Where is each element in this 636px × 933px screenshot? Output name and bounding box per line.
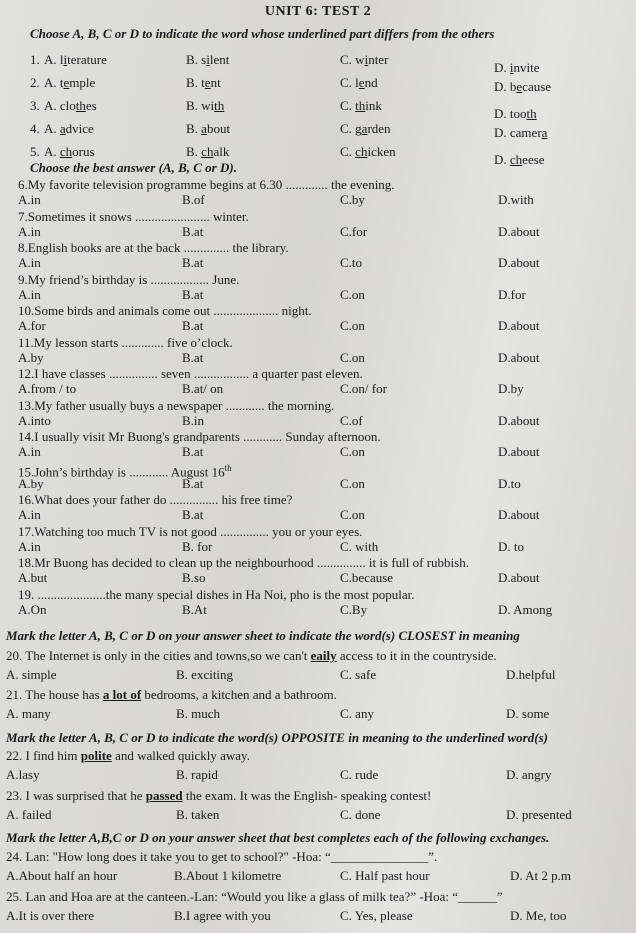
answer-option-a — [44, 75, 95, 90]
word-part: cause — [522, 79, 552, 94]
word-part: orus — [72, 144, 95, 159]
question-text — [18, 240, 289, 255]
answer-option-b: B.in — [182, 413, 205, 428]
option-letter: A. — [44, 144, 60, 159]
word-part: w — [355, 52, 365, 67]
answer-option-d — [494, 60, 540, 75]
answer-option-b: B.at — [182, 444, 204, 459]
word-part: camer — [509, 125, 542, 140]
answer-option-d — [494, 106, 537, 121]
answer-option-b: B.at — [182, 287, 204, 302]
underlined-part: ch — [355, 144, 368, 159]
underlined-part: th — [214, 98, 225, 113]
question-text — [18, 272, 239, 287]
answer-option-b: B.At — [182, 602, 207, 617]
answer-option-c: C.on — [340, 287, 365, 302]
underlined-word: a lot of — [102, 687, 142, 702]
answer-option-a: A.in — [18, 444, 41, 459]
question-stem: and walked quickly away. — [111, 748, 250, 763]
word-part: clo — [59, 98, 76, 113]
question-stem: the exam. It was the English- speaking contest! — [182, 788, 432, 803]
answer-option-b: B. rapid — [176, 767, 218, 782]
answer-option-b: B.at — [182, 350, 204, 365]
answer-option-b — [186, 75, 221, 90]
answer-option-c: C. done — [340, 807, 381, 822]
answer-option-a: A.in — [18, 224, 41, 239]
underlined-part: e — [358, 75, 365, 90]
answer-option-d: D.with — [498, 192, 534, 207]
page-title: UNIT 6: TEST 2 — [264, 4, 372, 19]
question-stem: 10.Some birds and animals come out .................... night. — [18, 303, 312, 318]
underlined-part: ch — [201, 144, 214, 159]
answer-option-a: A.into — [18, 413, 51, 428]
option-letter: B. — [186, 98, 202, 113]
answer-option-c: C.to — [340, 255, 363, 270]
answer-option-c: C.on — [340, 476, 365, 491]
word-part: alk — [213, 144, 230, 159]
question-stem: 12.I have classes ............... seven ................. a quarter past eleven. — [18, 366, 363, 381]
word-part: dvice — [65, 121, 94, 136]
underlined-word: passed — [145, 788, 183, 803]
answer-option-c: C. with — [340, 539, 379, 554]
answer-option-b: B.at/ on — [182, 381, 224, 396]
answer-option-c — [340, 121, 391, 136]
word-part: l — [355, 75, 359, 90]
question-text — [18, 335, 233, 350]
option-letter: D. — [494, 106, 510, 121]
word-part: g — [355, 121, 362, 136]
answer-option-a: A.in — [18, 539, 41, 554]
section1-instruction: Choose A, B, C or D to indicate the word whose underlined part differs from the others — [30, 26, 495, 41]
option-letter: B. — [186, 121, 202, 136]
underlined-part: i — [206, 52, 210, 67]
answer-option-a: A.for — [18, 318, 46, 333]
answer-option-a: A.from / to — [18, 381, 77, 396]
answer-option-b: B.so — [182, 570, 206, 585]
option-letter: B. — [186, 144, 202, 159]
question-stem: access to it in the countryside. — [336, 648, 497, 663]
option-letter: C. — [340, 98, 356, 113]
answer-option-a — [44, 144, 95, 159]
option-letter: A. — [44, 52, 60, 67]
underlined-part: i — [509, 60, 514, 75]
answer-option-c: C.on — [340, 350, 365, 365]
word-part: t — [59, 75, 64, 90]
answer-option-c: C. Yes, please — [340, 908, 413, 923]
question-number: 3. — [30, 98, 40, 113]
answer-option-d — [494, 125, 547, 140]
option-letter: D. — [494, 60, 510, 75]
word-part: es — [85, 98, 97, 113]
underlined-part: a — [541, 125, 548, 140]
question-text — [18, 492, 292, 507]
answer-option-d: D.about — [498, 318, 540, 333]
answer-option-a: A.in — [18, 255, 41, 270]
underlined-part: a — [59, 121, 66, 136]
answer-option-a: A.by — [18, 350, 44, 365]
word-part: too — [509, 106, 527, 121]
question-stem: 17.Watching too much TV is not good ............... you or your eyes. — [18, 524, 363, 539]
word-part: l — [59, 52, 64, 67]
answer-option-b: B.at — [182, 255, 204, 270]
section4-instruction: Mark the letter A, B, C or D to indicate the word(s) OPPOSITE in meaning to the underlined word(s) — [6, 730, 548, 745]
underlined-part: i — [364, 52, 369, 67]
question-text — [18, 429, 381, 444]
answer-option-c: C.on — [340, 444, 365, 459]
answer-option-d: D.to — [498, 476, 521, 491]
answer-option-c: C. rude — [340, 767, 379, 782]
answer-option-c — [340, 144, 396, 159]
answer-option-d — [494, 152, 545, 167]
answer-option-a: A.in — [18, 507, 41, 522]
question-stem: 6.My favorite television programme begins at 6.30 ............. the evening. — [18, 177, 395, 192]
answer-option-c: C. Half past hour — [340, 868, 430, 883]
question-stem: 8.English books are at the back .............. the library. — [18, 240, 289, 255]
question-text — [18, 366, 363, 381]
answer-option-a: A. simple — [6, 667, 57, 682]
answer-option-b: B.at — [182, 318, 204, 333]
answer-option-b: B.at — [182, 476, 204, 491]
option-letter: A. — [44, 75, 60, 90]
question-text — [18, 587, 414, 602]
answer-option-d: D.about — [498, 224, 540, 239]
answer-option-d: D. some — [506, 706, 550, 721]
question-text — [18, 524, 362, 539]
option-letter: B. — [186, 75, 202, 90]
underlined-part: ch — [59, 144, 73, 159]
answer-option-b — [186, 144, 229, 159]
underlined-word: polite — [80, 748, 112, 763]
underlined-part: ch — [509, 152, 523, 167]
answer-option-d: D. At 2 p.m — [510, 868, 572, 883]
answer-option-a: A.by — [18, 476, 44, 491]
question-text — [6, 687, 337, 702]
question-text — [6, 788, 431, 803]
answer-option-a: A.but — [18, 570, 48, 585]
question-text — [18, 555, 469, 570]
option-letter: A. — [44, 121, 60, 136]
question-stem: 21. The house has — [6, 687, 103, 702]
word-part: eese — [522, 152, 545, 167]
word-part: bout — [206, 121, 231, 136]
answer-option-a: A. failed — [6, 807, 52, 822]
option-letter: D. — [494, 152, 510, 167]
question-stem: 14.I usually visit Mr Buong's grandparents ............ Sunday afternoon. — [18, 429, 381, 444]
exchange-question: 25. Lan and Hoa are at the canteen.-Lan: “Would you like a glass of milk tea?” -Hoa: “______” — [6, 889, 503, 904]
word-part: lent — [209, 52, 230, 67]
answer-option-d: D.about — [498, 413, 540, 428]
word-part: mple — [69, 75, 96, 90]
question-number: 5. — [30, 144, 40, 159]
word-part: ink — [365, 98, 382, 113]
underlined-part: e — [204, 75, 211, 90]
word-part: nvite — [513, 60, 540, 75]
answer-option-a: A. many — [6, 706, 51, 721]
answer-option-a: A.About half an hour — [6, 868, 118, 883]
underlined-part: i — [63, 52, 68, 67]
question-text — [18, 177, 395, 192]
answer-option-c: C. any — [340, 706, 374, 721]
option-letter: B. — [186, 52, 202, 67]
answer-option-a: A.It is over there — [6, 908, 95, 923]
answer-option-a — [44, 98, 97, 113]
answer-option-d: D.about — [498, 570, 540, 585]
answer-option-d: D.about — [498, 255, 540, 270]
question-stem: 19. .....................the many special dishes in Ha Noi, pho is the most popular. — [18, 587, 415, 602]
question-stem: bedrooms, a kitchen and a bathroom. — [141, 687, 337, 702]
question-stem: 16.What does your father do ............... his free time? — [18, 492, 293, 507]
word-part: nt — [210, 75, 221, 90]
answer-option-b: B. taken — [176, 807, 220, 822]
answer-option-b — [186, 98, 224, 113]
underlined-part: th — [526, 106, 537, 121]
word-part: terature — [67, 52, 107, 67]
word-part: nd — [364, 75, 378, 90]
word-part: b — [509, 79, 517, 94]
answer-option-b — [186, 52, 229, 67]
section2-instruction: Choose the best answer (A, B, C or D). — [30, 160, 237, 175]
answer-option-d: D. Me, too — [510, 908, 567, 923]
answer-option-d: D. presented — [506, 807, 572, 822]
question-stem: 7.Sometimes it snows ....................... winter. — [18, 209, 249, 224]
option-letter: A. — [44, 98, 60, 113]
answer-option-b: B.at — [182, 224, 204, 239]
question-text — [18, 303, 312, 318]
answer-option-d: D.for — [498, 287, 526, 302]
section3-instruction: Mark the letter A, B, C or D on your answer sheet to indicate the word(s) CLOSEST in meaning — [6, 628, 520, 643]
question-stem: 22. I find him — [6, 748, 81, 763]
option-letter: D. — [494, 79, 510, 94]
word-part: t — [201, 75, 205, 90]
answer-option-a — [44, 52, 107, 67]
answer-option-b: B. much — [176, 706, 221, 721]
answer-option-b: B.I agree with you — [174, 908, 271, 923]
question-text — [6, 748, 250, 763]
question-stem: 15.John’s birthday is ............ August 16 — [18, 464, 225, 480]
exchange-question: 24. Lan: "How long does it take you to get to school?" -Hoa: “_______________”. — [6, 849, 438, 864]
underlined-part: e — [63, 75, 70, 90]
answer-option-b: B.of — [182, 192, 205, 207]
answer-option-a — [44, 121, 94, 136]
answer-option-b: B.at — [182, 507, 204, 522]
underlined-part: a — [361, 121, 368, 136]
question-number: 4. — [30, 121, 40, 136]
question-number: 1. — [30, 52, 40, 67]
answer-option-d: D. to — [498, 539, 524, 554]
answer-option-a: A.in — [18, 287, 41, 302]
question-text — [18, 398, 334, 413]
section5-instruction: Mark the letter A,B,C or D on your answer sheet that best completes each of the following exchanges. — [6, 830, 550, 845]
question-stem: 13.My father usually buys a newspaper ............ the morning. — [18, 398, 335, 413]
answer-option-c: C.By — [340, 602, 368, 617]
answer-option-c: C.because — [340, 570, 394, 585]
option-letter: C. — [340, 52, 356, 67]
option-letter: C. — [340, 144, 356, 159]
answer-option-d — [494, 79, 551, 94]
answer-option-d: D.helpful — [506, 667, 556, 682]
option-letter: C. — [340, 121, 356, 136]
word-part: s — [201, 52, 207, 67]
answer-option-d: D. Among — [498, 602, 553, 617]
underlined-part: th — [75, 98, 86, 113]
answer-option-d: D.about — [498, 444, 540, 459]
question-stem: 11.My lesson starts ............. five o’clock. — [18, 335, 233, 350]
question-text — [6, 648, 497, 663]
question-stem: 20. The Internet is only in the cities and towns,so we can't — [6, 648, 311, 663]
answer-option-d: D.about — [498, 350, 540, 365]
question-stem: 18.Mr Buong has decided to clean up the neighbourhood ............... it is full of rubbish. — [18, 555, 469, 570]
question-stem: 9.My friend’s birthday is .................. June. — [18, 272, 240, 287]
ordinal-suffix: th — [224, 463, 232, 473]
answer-option-c: C.on/ for — [340, 381, 387, 396]
answer-option-c: C. safe — [340, 667, 377, 682]
underlined-part: e — [516, 79, 523, 94]
word-part: rden — [367, 121, 391, 136]
underlined-part: th — [355, 98, 366, 113]
answer-option-c: C.of — [340, 413, 363, 428]
option-letter: C. — [340, 75, 356, 90]
answer-option-b — [186, 121, 230, 136]
word-part: nter — [368, 52, 389, 67]
answer-option-d: D.about — [498, 507, 540, 522]
answer-option-b: B. for — [182, 539, 213, 554]
answer-option-a: A.On — [18, 602, 47, 617]
answer-option-a: A.in — [18, 192, 41, 207]
answer-option-b: B.About 1 kilometre — [174, 868, 282, 883]
answer-option-a: A.lasy — [6, 767, 40, 782]
answer-option-c: C.on — [340, 318, 365, 333]
answer-option-b: B. exciting — [176, 667, 234, 682]
answer-option-d: D. angry — [506, 767, 552, 782]
word-part: icken — [367, 144, 396, 159]
question-text — [18, 209, 249, 224]
question-stem: 23. I was surprised that he — [6, 788, 146, 803]
underlined-word: eaily — [310, 648, 337, 663]
answer-option-c — [340, 52, 388, 67]
answer-option-c: C.by — [340, 192, 365, 207]
option-letter: D. — [494, 125, 510, 140]
answer-option-c — [340, 75, 378, 90]
answer-option-d: D.by — [498, 381, 524, 396]
answer-option-c: C.on — [340, 507, 365, 522]
underlined-part: a — [201, 121, 207, 136]
answer-option-c: C.for — [340, 224, 368, 239]
question-number: 2. — [30, 75, 40, 90]
answer-option-c — [340, 98, 382, 113]
word-part: wi — [201, 98, 215, 113]
